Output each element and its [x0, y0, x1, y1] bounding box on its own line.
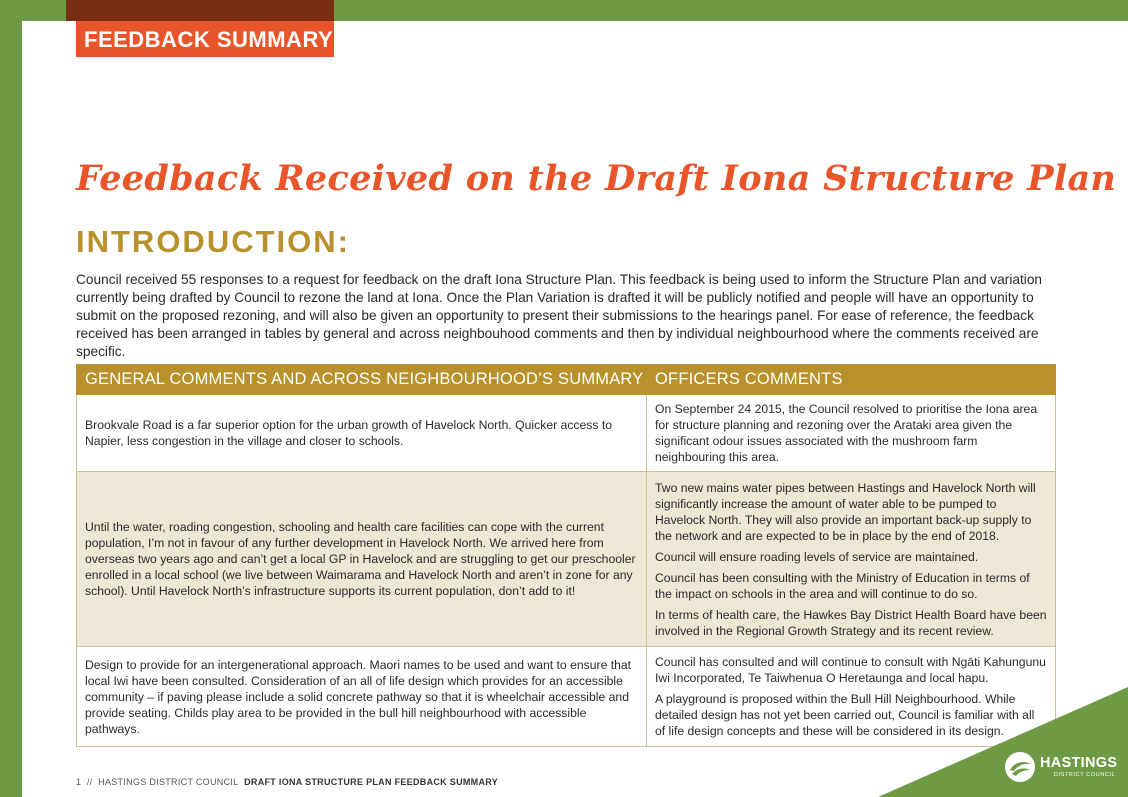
general-comment-cell: Design to provide for an intergenerational approach. Maori names to be used and want to ensure that local Iwi have been consulted. Consideration of an all of life design which provides for an accessible community – if paving please include a solid concrete pathway so that it is wheelchair accessible and provide seating. Childs play area to be provided in the bull hill neighbourhood with accessible pathways. — [77, 647, 647, 747]
footer-doc-title: DRAFT IONA STRUCTURE PLAN FEEDBACK SUMMARY — [244, 777, 499, 787]
officer-comment-cell — [647, 472, 1056, 647]
officer-comment-paragraph: Council has been consulting with the Ministry of Education in terms of the impact on schools in the area and will continue to do so. — [655, 570, 1030, 601]
officer-comment-cell — [647, 647, 1056, 747]
table-row — [77, 647, 1056, 747]
table-row — [77, 395, 1056, 472]
feedback-table — [76, 364, 1056, 747]
top-dark-accent — [66, 0, 334, 21]
general-comment-cell: Brookvale Road is a far superior option for the urban growth of Havelock North. Quicker access to Napier, less congestion in the village and closer to schools. — [77, 395, 647, 472]
logo-subtitle: DISTRICT COUNCIL — [1054, 771, 1116, 778]
table-header-row — [77, 365, 1056, 395]
officer-comment-paragraph: Council has consulted and will continue to consult with Ngāti Kahungunu Iwi Incorporated, Te Taiwhenua O Heretaunga and local hapu. — [655, 655, 1046, 685]
officer-comment-paragraph: Council will ensure roading levels of service are maintained. — [655, 549, 979, 564]
footer-separator: // — [86, 777, 93, 787]
officer-comment-paragraph: On September 24 2015, the Council resolved to prioritise the Iona area for structure planning and rezoning over the Arataki area given the significant odour issues associated with the mushroom farm neighbouring this area. — [655, 402, 1038, 464]
hastings-swirl-icon — [1004, 751, 1036, 783]
section-tab: FEEDBACK SUMMARY — [76, 21, 334, 57]
officer-comment-cell — [647, 395, 1056, 472]
column-header-officers: OFFICERS COMMENTS — [647, 365, 1056, 395]
intro-heading: INTRODUCTION: — [76, 224, 350, 259]
logo-name: HASTINGS — [1040, 755, 1118, 771]
footer-org: HASTINGS DISTRICT COUNCIL — [98, 777, 239, 787]
left-green-band — [0, 0, 22, 797]
table-row — [77, 472, 1056, 647]
officer-comment-paragraph: Two new mains water pipes between Hastings and Havelock North will significantly increase the amount of water able to be pumped to Havelock North. They will also provide an important back-up supply to the network and are expected to be in place by the end of 2018. — [655, 480, 1036, 543]
officer-comment-paragraph: A playground is proposed within the Bull Hill Neighbourhood. While detailed design has not yet been carried out, Council is familiar with all of life design concepts and these will be considered in its design. — [655, 692, 1035, 738]
general-comment-cell: Until the water, roading congestion, schooling and health care facilities can cope with the current population, I’m not in favour of any further development in Havelock North. We arrived here from overseas two years ago and can’t get a local GP in Havelock and are struggling to get our preschooler enrolled in a local school (we live between Waimarama and Havelock North and aren’t in zone for any school). Until Havelock North’s infrastructure supports its current population, don’t add to it! — [77, 472, 647, 647]
document-title: Feedback Received on the Draft Iona Structure Plan — [76, 158, 1117, 199]
hastings-logo — [1004, 750, 1117, 784]
column-header-general: GENERAL COMMENTS AND ACROSS NEIGHBOURHOOD’S SUMMARY — [77, 365, 647, 395]
intro-paragraph: Council received 55 responses to a request for feedback on the draft Iona Structure Plan. This feedback is being used to inform the Structure Plan and variation currently being drafted by Council to rezone the land at Iona. Once the Plan Variation is drafted it will be publicly notified and people will have an opportunity to submit on the proposed rezoning, and will also be given an opportunity to present their submissions to the hearings panel. For ease of reference, the feedback received has been arranged in tables by general and across neighbouhood comments and then by individual neighbourhood where the comments received are specific. — [76, 272, 1043, 359]
page-footer — [76, 777, 498, 787]
page-number: 1 — [76, 777, 82, 787]
officer-comment-paragraph: In terms of health care, the Hawkes Bay District Health Board have been involved in the Regional Growth Strategy and its recent review. — [655, 607, 1047, 638]
